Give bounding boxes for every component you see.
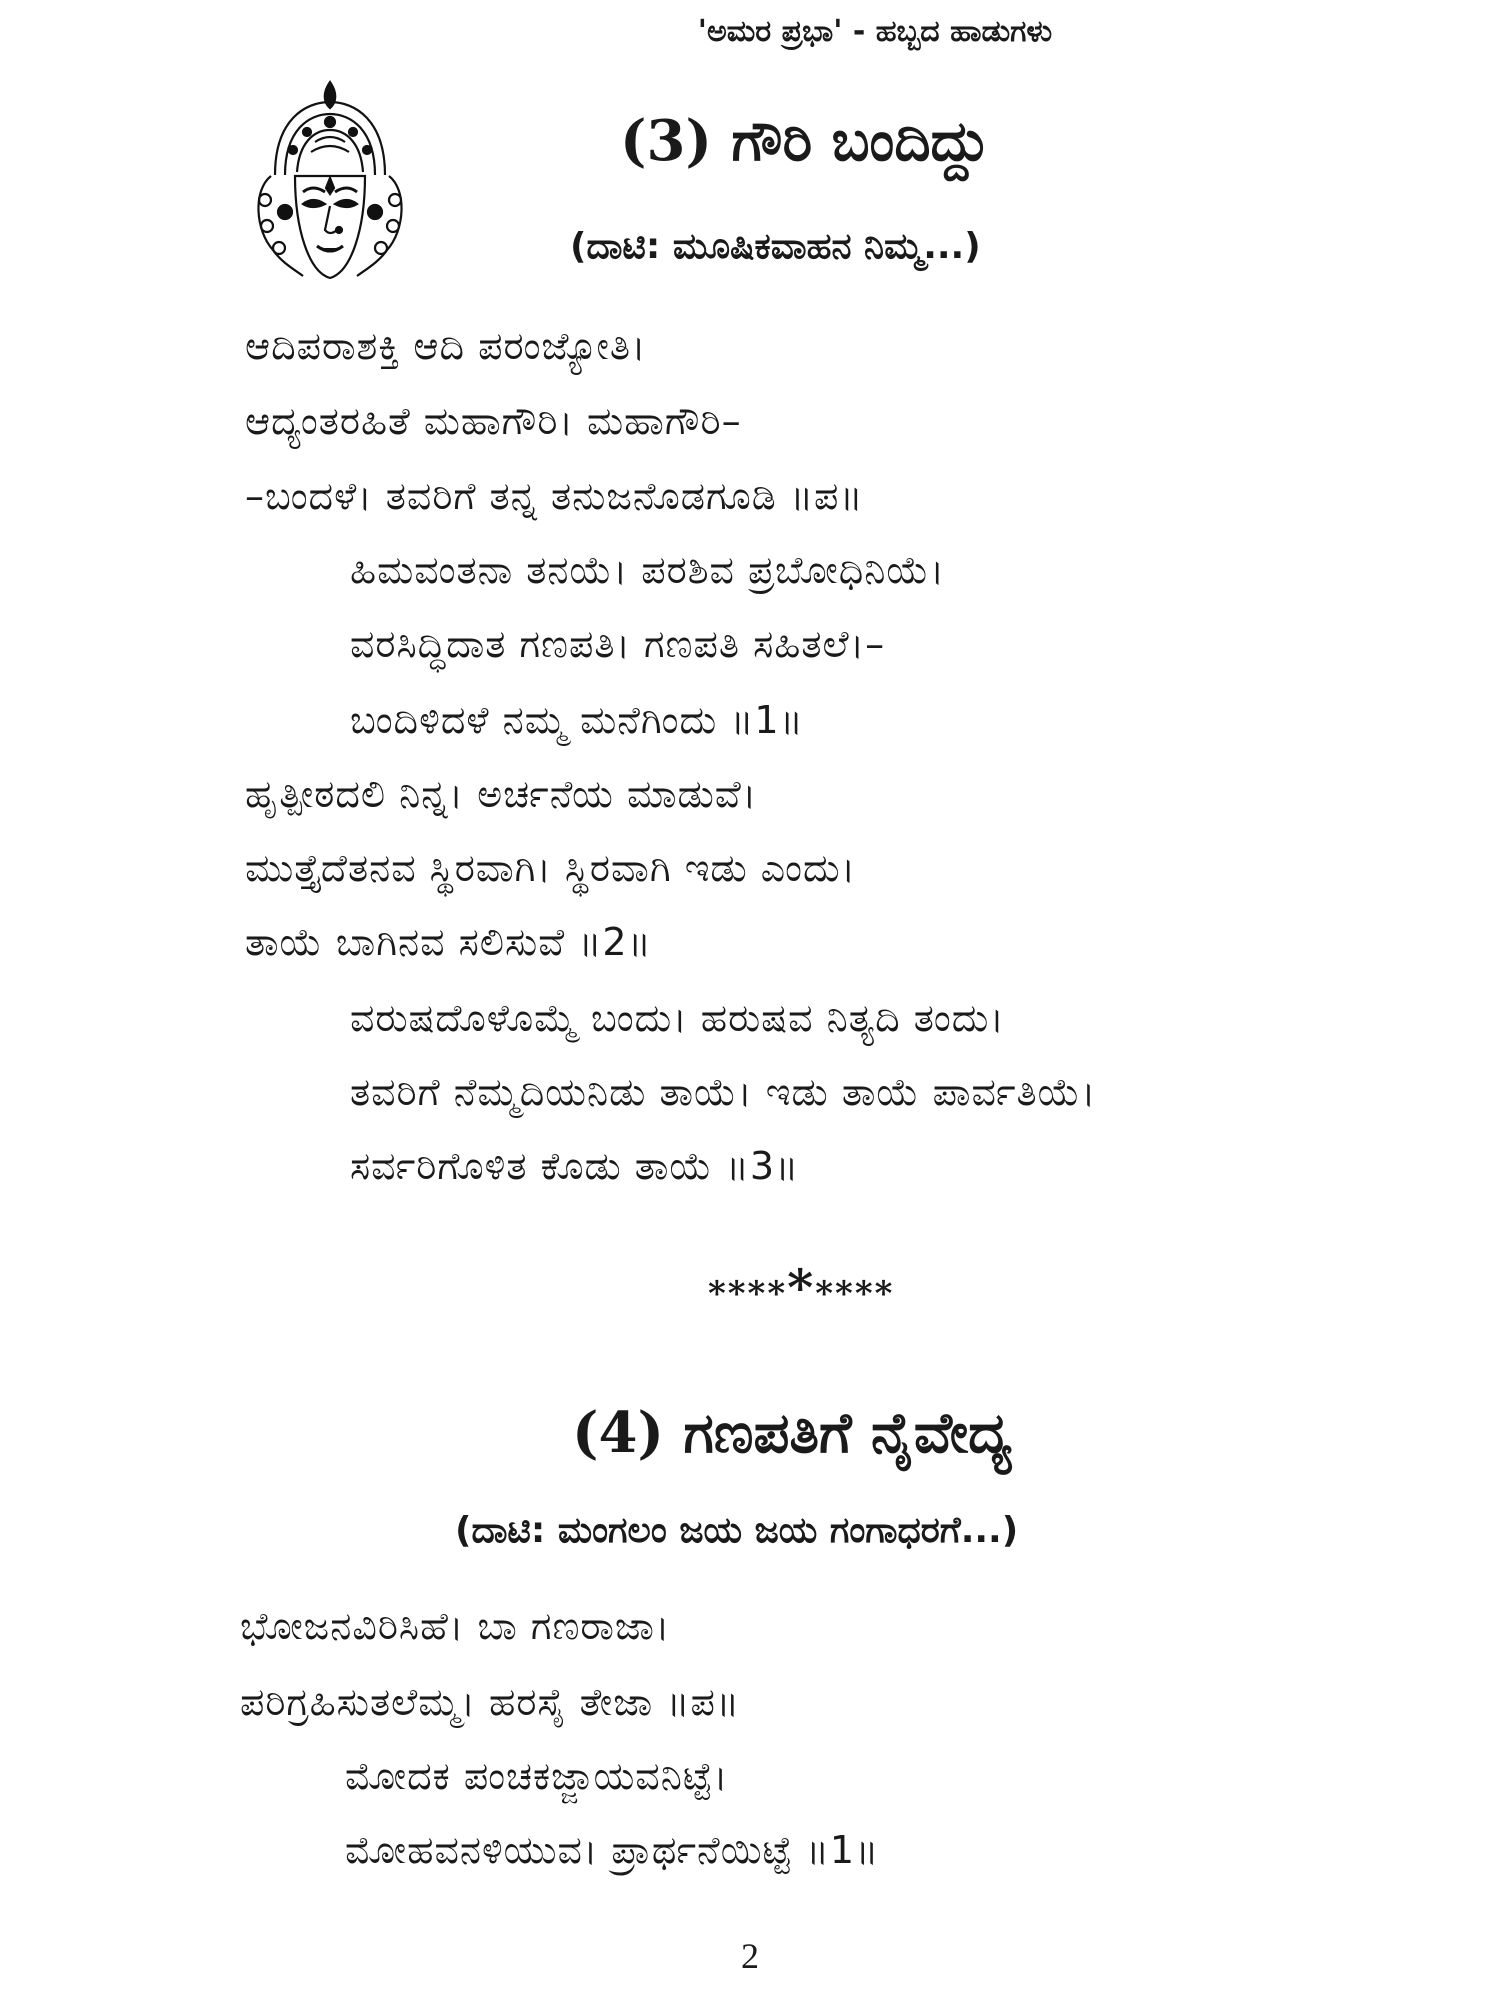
- section-separator: *********: [708, 1258, 895, 1317]
- song-3-line-11: ತವರಿಗೆ ನೆಮ್ಮದಿಯನಿಡು ತಾಯೆ। ಇಡು ತಾಯೆ ಪಾರ್ವತಿಯೆ।: [350, 1070, 1097, 1114]
- song-3-tune: (ದಾಟಿ: ಮೂಷಿಕವಾಹನ ನಿಮ್ಮ...): [570, 226, 981, 267]
- song-4-tune: (ದಾಟಿ: ಮಂಗಲಂ ಜಯ ಜಯ ಗಂಗಾಧರಗೆ...): [455, 1510, 1019, 1551]
- song-4-line-2: ಪರಿಗ್ರಹಿಸುತಲೆಮ್ಮ। ಹರಸೈ ತೇಜಾ ॥ಪ॥: [240, 1680, 741, 1724]
- song-3-line-7: ಹೃತ್ಪೀಠದಲಿ ನಿನ್ನ। ಅರ್ಚನೆಯ ಮಾಡುವೆ।: [245, 772, 758, 816]
- song-3-line-10: ವರುಷದೊಳೊಮ್ಮೆ ಬಂದು। ಹರುಷವ ನಿತ್ಯದಿ ತಂದು।: [350, 996, 1005, 1040]
- song-3-line-8: ಮುತ್ತೈದೆತನವ ಸ್ಥಿರವಾಗಿ। ಸ್ಥಿರವಾಗಿ ಇಡು ಎಂದು।: [245, 846, 857, 890]
- running-header: 'ಅಮರ ಪ್ರಭಾ' - ಹಬ್ಬದ ಹಾಡುಗಳು: [697, 14, 1053, 49]
- song-4-line-3: ಮೋದಕ ಪಂಚಕಜ್ಜಾಯವನಿಟ್ಟೆ।: [345, 1754, 729, 1798]
- page-number: 2: [741, 1936, 759, 1976]
- song-4-line-1: ಭೋಜನವಿರಿಸಿಹೆ। ಬಾ ಗಣರಾಜಾ।: [240, 1604, 671, 1648]
- goddess-face-emblem-icon: [245, 80, 415, 290]
- song-3-line-3: –ಬಂದಳೆ। ತವರಿಗೆ ತನ್ನ ತನುಜನೊಡಗೂಡಿ ॥ಪ॥: [245, 474, 864, 518]
- song-4-title: (4) ಗಣಪತಿಗೆ ನೈವೇದ್ಯ: [572, 1400, 1013, 1466]
- song-3-line-6: ಬಂದಿಳಿದಳೆ ನಮ್ಮ ಮನೆಗಿಂದು ॥1॥: [350, 698, 804, 742]
- song-3-line-4: ಹಿಮವಂತನಾ ತನಯೆ। ಪರಶಿವ ಪ್ರಬೋಧಿನಿಯೆ।: [350, 548, 946, 592]
- song-3-line-1: ಆದಿಪರಾಶಕ್ತಿ ಆದಿ ಪರಂಜ್ಯೋತಿ।: [245, 324, 647, 368]
- song-3-line-2: ಆದ್ಯಂತರಹಿತೆ ಮಹಾಗೌರಿ। ಮಹಾಗೌರಿ–: [245, 399, 742, 443]
- song-3-line-5: ವರಸಿದ್ಧಿದಾತ ಗಣಪತಿ। ಗಣಪತಿ ಸಹಿತಲೆ।–: [350, 622, 886, 666]
- song-3-title: (3) ಗೌರಿ ಬಂದಿದ್ದು: [620, 108, 990, 174]
- song-4-line-4: ಮೋಹವನಳಿಯುವ। ಪ್ರಾರ್ಥನೆಯಿಟ್ಟೆ ॥1॥: [345, 1828, 880, 1872]
- song-3-line-12: ಸರ್ವರಿಗೊಳಿತ ಕೊಡು ತಾಯೆ ॥3॥: [350, 1144, 800, 1188]
- song-3-line-9: ತಾಯೆ ಬಾಗಿನವ ಸಲಿಸುವೆ ॥2॥: [245, 920, 652, 964]
